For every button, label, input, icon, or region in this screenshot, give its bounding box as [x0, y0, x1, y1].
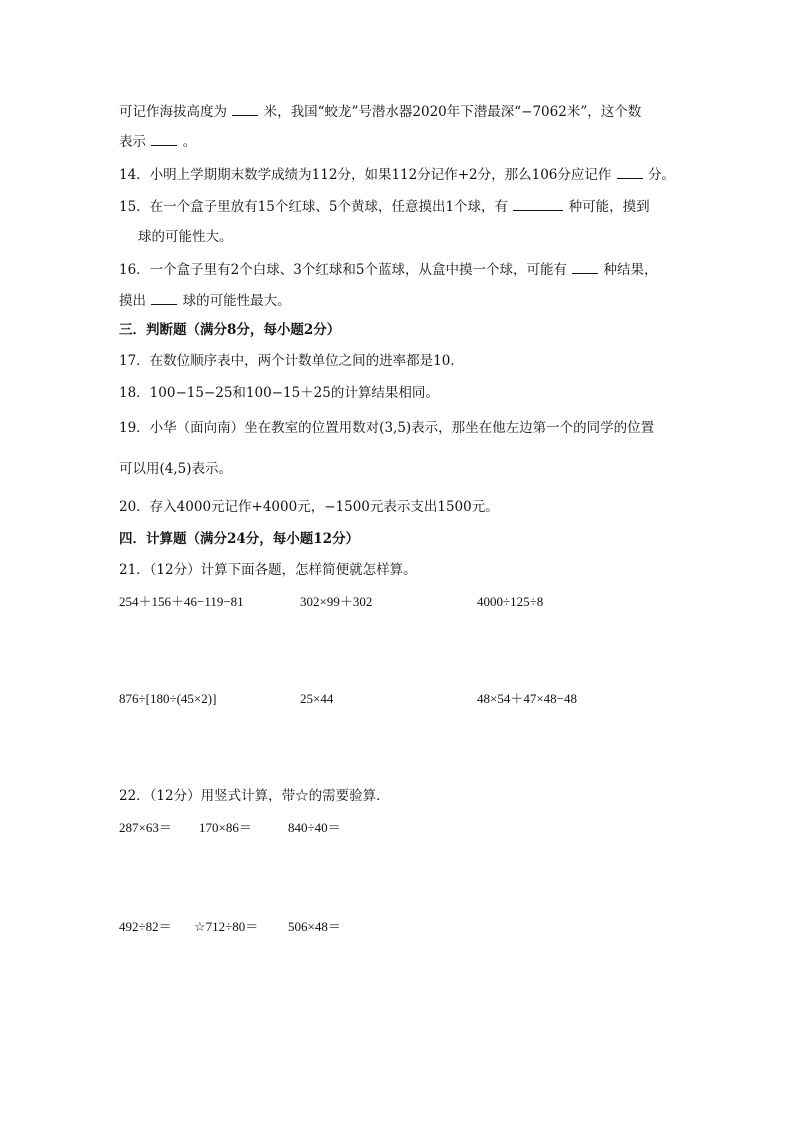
question-20: 20．存入4000元记作+4000元，−1500元表示支出1500元。: [119, 499, 499, 515]
vertical-calc-expression: 287×63＝: [119, 820, 172, 835]
answer-blank[interactable]: [232, 101, 258, 116]
question-18: 18．100−15−25和100−15＋25的计算结果相同。: [119, 385, 439, 401]
answer-blank[interactable]: [151, 131, 177, 146]
question-22-title: 22．（12分）用竖式计算，带☆的需要验算．: [119, 788, 390, 804]
calc-expression: 302×99＋302: [300, 594, 373, 609]
answer-blank[interactable]: [513, 196, 563, 211]
question-16-line2: 摸出 球的可能性最大。: [119, 290, 291, 311]
vertical-calc-expression: ☆712÷80＝: [194, 919, 259, 934]
question-19: 19．小华（面向南）坐在教室的位置用数对(3,5)表示，那坐在他左边第一个的同学的位置: [119, 420, 655, 436]
q13-continued-line2: 表示 。: [119, 131, 196, 152]
calc-expression: 25×44: [300, 691, 334, 706]
answer-blank[interactable]: [572, 259, 598, 274]
answer-blank[interactable]: [151, 290, 177, 305]
vertical-calc-expression: 840÷40＝: [288, 820, 341, 835]
answer-blank[interactable]: [617, 164, 643, 179]
question-15: 15．在一个盒子里放有15个红球、5个黄球，任意摸出1个球，有 种可能，摸到: [119, 196, 650, 217]
question-14: 14．小明上学期期末数学成绩为112分，如果112分记作+2分，那么106分应记作 分。: [119, 164, 675, 185]
calc-expression: 876÷[180÷(45×2)]: [119, 691, 217, 706]
vertical-calc-expression: 492÷82＝: [119, 919, 172, 934]
vertical-calc-expression: 506×48＝: [288, 919, 341, 934]
section-3-heading: 三．判断题（满分8分，每小题2分）: [119, 322, 341, 338]
q13-continued-line1: 可记作海拔高度为 米，我国“蛟龙”号潜水器2020年下潜最深“−7062米”，这个数: [119, 101, 641, 122]
calc-expression: 254＋156＋46−119−81: [119, 594, 244, 609]
question-16: 16．一个盒子里有2个白球、3个红球和5个蓝球，从盒中摸一个球，可能有 种结果，: [119, 259, 658, 280]
section-4-heading: 四．计算题（满分24分，每小题12分）: [119, 531, 360, 547]
vertical-calc-expression: 170×86＝: [199, 820, 252, 835]
question-17: 17．在数位顺序表中，两个计数单位之间的进率都是10．: [119, 353, 464, 369]
question-21-title: 21．（12分）计算下面各题，怎样简便就怎样算。: [119, 562, 417, 578]
calc-expression: 48×54＋47×48−48: [477, 691, 577, 706]
question-19-line2: 可以用(4,5)表示。: [119, 461, 233, 477]
calc-expression: 4000÷125÷8: [477, 594, 544, 609]
question-15-line2: 球的可能性大。: [138, 229, 233, 245]
